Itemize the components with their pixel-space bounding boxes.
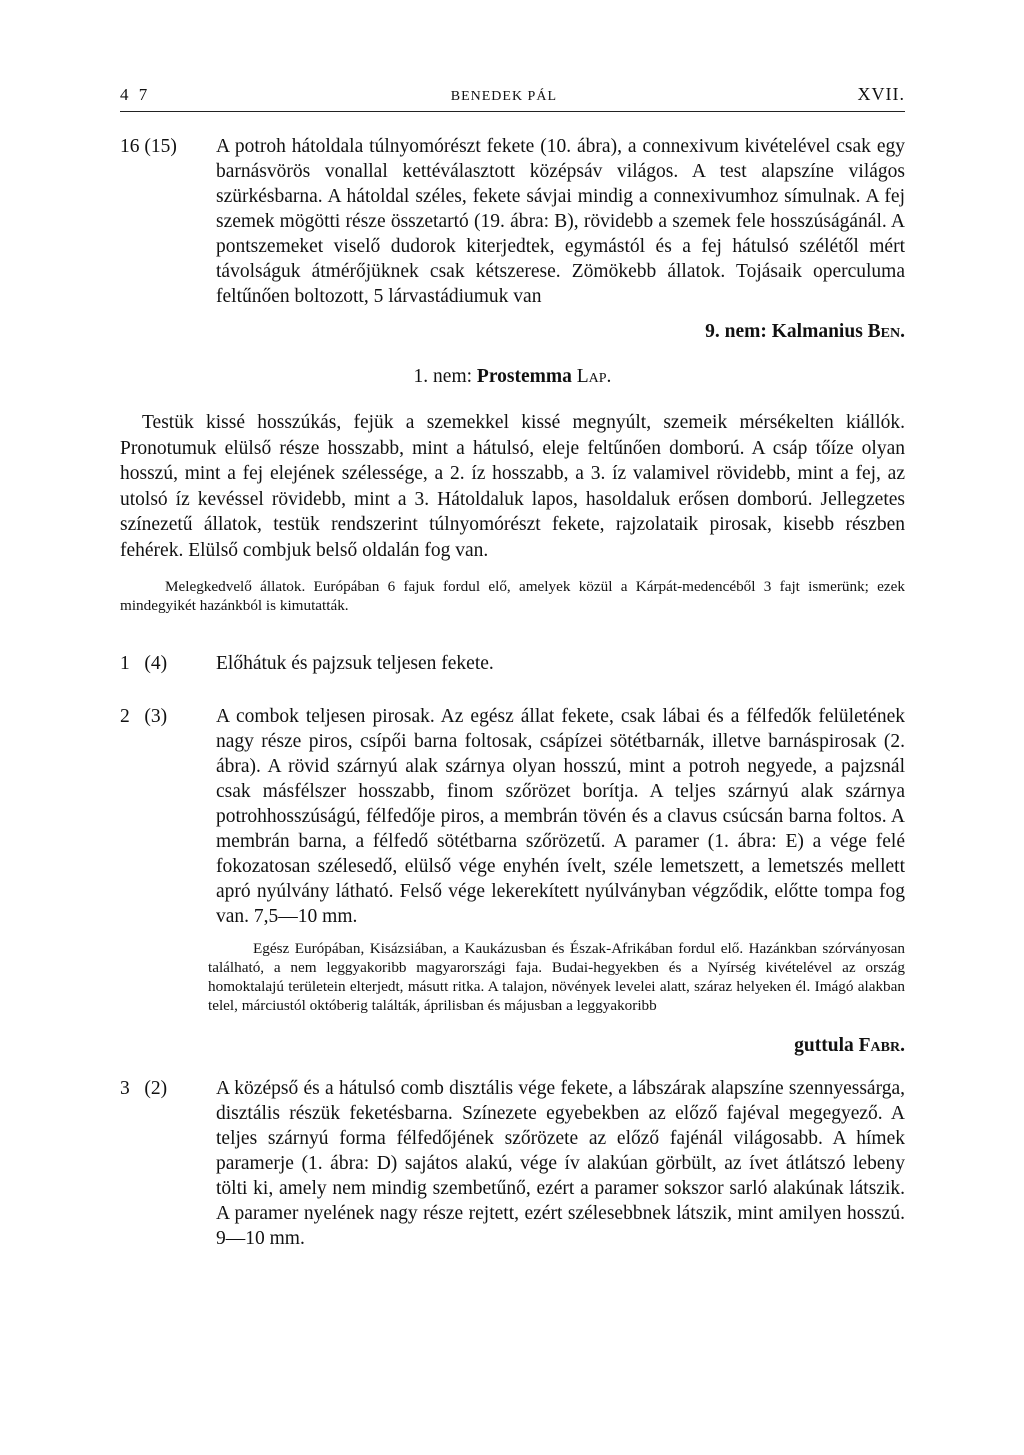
key-entry-text: A potroh hátoldala túlnyomórészt fekete (10. ábra), a connexivum kivételével csak egy barnásvörös vonallal kettéválasztott középsáv világos. A test alapszíne világos szürkésbarna. A hátoldal széles, fekete sávjai mindig a connexivumhoz símulnak. A fej szemek mögötti része összetartó (19. ábra: B), rövidebb a szemek fele hosszúságánál. A pontszemeket viselő dudorok kiterjedtek, egymástól és a fej hátulsó szélétől mért távolságuk átmérőjüknek csak kétszerese. Zömökebb állatok. Tojásaik operculuma feltűnően boltozott, 5 lárvastádiumuk van xyxy=(216,136,905,307)
key-entry-number: 3 (2) xyxy=(120,1078,168,1099)
key-entry-2 xyxy=(120,704,905,929)
species-author: Fabr. xyxy=(858,1035,905,1056)
key-entry-number: 1 (4) xyxy=(120,653,168,674)
key-entry-16 xyxy=(120,134,905,309)
key-entry-number: 16 (15) xyxy=(120,136,177,157)
key-entry-1 xyxy=(120,651,905,676)
key-entry-number: 2 (3) xyxy=(120,706,168,727)
key-entry-text: A középső és a hátulsó comb disztális vége fekete, a lábszárak alapszíne szennyessárga, disztális részük feketésbarna. Színezete egyebekben az előző fajéval megegyező. A teljes szárnyú forma félfedőjének szőrözete az előző fajénál világosabb. A hímek paramerje (1. ábra: D) sajátos alakú, vége ív alakúan görbült, az ívet átlátszó lebeny tölti ki, amely nem mindig szembetűnő, ezért a paramer sokszor sarló alakúnak látszik. A paramer nyelének nagy része rejtett, ezért szélesebbnek látszik, mint amilyen hosszú. 9—10 mm. xyxy=(216,1078,905,1249)
species-result-guttula xyxy=(120,1033,905,1058)
species-name: guttula xyxy=(794,1035,854,1056)
running-header xyxy=(120,84,905,112)
genus-heading-author: Lap. xyxy=(576,366,612,387)
key-entry-3 xyxy=(120,1076,905,1251)
section-number: XVII. xyxy=(857,84,905,104)
key-entry-text: A combok teljesen pirosak. Az egész állat fekete, csak lábai és a félfedők felületének nagy része piros, csípői barna foltosak, csápízei sötétbarnák, illetve barnáspirosak (2. ábra). A rövid szárnyú alak szárnya olyan hosszú, mint a potroh negyede, a pajzsnál csak másfélszer hosszabb, finom szőrözet borítja. A teljes szárnyú alak szárnya potrohhosszúságú, félfedője piros, a membrán tövén és a clavus csúcsán barna foltos. A membrán barna, a félfedő sötétbarna szőrözetű. A paramer (1. ábra: E) a vége felé fokozatosan szélesedő, elülső vége enyhén ívelt, széle lemetszett, a lemetszés mellett apró nyúlvány látható. Felső vége lekerekített nyúlványban végződik, előtte tompa fog van. 7,5—10 mm. xyxy=(216,706,905,927)
genus-heading-name: Prostemma xyxy=(476,366,572,387)
document-page xyxy=(120,84,905,1261)
genus-result-kalmanius xyxy=(120,319,905,344)
genus-heading xyxy=(120,366,905,388)
page-number: 4 7 xyxy=(120,85,151,104)
distribution-note: Melegkedvelő állatok. Európában 6 fajuk fordul elő, amelyek közül a Kárpát-medencéből 3 fajt ismerünk; ezek mindegyikét hazánkból is kimutatták. xyxy=(120,578,905,614)
key-entry-text: Előhátuk és pajzsuk teljesen fekete. xyxy=(216,653,494,674)
genus-heading-prefix: 1. nem: xyxy=(413,366,477,387)
genus-result-author: Ben. xyxy=(867,321,905,342)
genus-description: Testük kissé hosszúkás, fejük a szemekkel kissé megnyúlt, szemeik mérsékelten kiállók. Pronotumuk elülső része hosszabb, mint a hátulsó, eleje feltűnően domború. A csáp tőíze olyan hosszú, mint a fej elejének szélessége, a 2. íz hosszabb, a 3. íz valamivel rövidebb, mint a fej, az utolsó íz kevéssel rövidebb, mint a 3. Hátoldaluk lapos, hasoldaluk erősen domború. Jellegzetes színezetű állatok, testük rendszerint túlnyomórészt fekete, rajzolataik pirosak, kisebb részben fehérek. Elülső combjuk belső oldalán fog van. xyxy=(120,412,905,561)
species-note: Egész Európában, Kisázsiában, a Kaukázusban és Észak-Afrikában fordul elő. Hazánkban szórványosan található, a nem leggyakoribb magyarországi faja. Budai-hegyekben és a Nyírség kivételével az ország homoktalajú területein elterjedt, másutt ritka. A talajon, növények levelei alatt, száraz helyeken él. Imágó alakban telel, márciustól októberig találták, áprilisban és májusban a leggyakoribb xyxy=(208,940,905,1014)
running-author: BENEDEK PÁL xyxy=(450,89,558,104)
genus-result-label: 9. nem: Kalmanius xyxy=(705,321,863,342)
